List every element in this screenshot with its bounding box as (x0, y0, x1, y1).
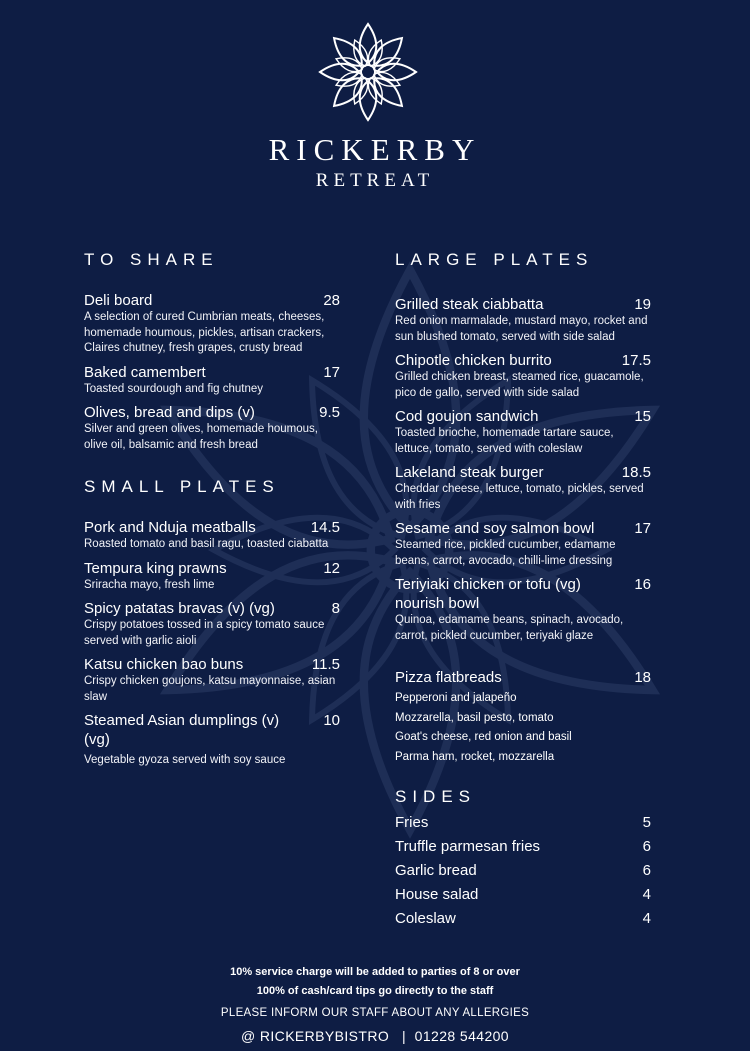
item-description: Crispy chicken goujons, katsu mayonnaise, asian slaw (84, 675, 336, 703)
item-description: A selection of cured Cumbrian meats, cheeses, homemade houmous, pickles, artisan crackers, Claires chutney, fresh grapes, crusty bread (84, 311, 325, 354)
pizza-option: Parma ham, rocket, mozzarella (395, 750, 555, 763)
item-name: Olives, bread and dips (v) (84, 404, 255, 421)
item-name: Baked camembert (84, 363, 206, 381)
pizza-option: Mozzarella, basil pesto, tomato (395, 711, 554, 724)
menu-item (395, 351, 651, 401)
item-price: 18.5 (621, 464, 651, 481)
item-name: Fries (395, 814, 429, 831)
side-item (395, 835, 651, 859)
item-description: Cheddar cheese, lettuce, tomato, pickles, served with fries (395, 483, 644, 511)
section-title-small-plates: SMALL PLATES (84, 477, 280, 496)
menu-item (395, 575, 651, 644)
item-description: Toasted sourdough and fig chutney (84, 382, 264, 395)
item-name: Deli board (84, 292, 153, 309)
item-price: 16 (634, 576, 651, 593)
item-name: Katsu chicken bao buns (84, 656, 244, 673)
left-column (84, 250, 340, 775)
service-charge-note: 10% service charge will be added to parties of 8 or over (230, 966, 520, 978)
pizza-option: Pepperoni and jalapeño (395, 692, 517, 704)
item-description: Steamed rice, pickled cucumber, edamame beans, carrot, avocado, chilli-lime dressing (395, 539, 616, 567)
item-name: Steamed Asian dumplings (v) (vg) (84, 712, 280, 748)
side-item (395, 883, 651, 907)
item-description: Red onion marmalade, mustard mayo, rocket and sun blushed tomato, served with side salad (395, 315, 648, 343)
item-price: 12 (323, 559, 340, 577)
item-name: Garlic bread (395, 862, 477, 879)
section-title-sides: SIDES (395, 787, 477, 806)
item-name: House salad (395, 886, 479, 903)
menu-item (84, 559, 340, 594)
allergy-note: PLEASE INFORM OUR STAFF ABOUT ANY ALLERGIES (220, 1007, 530, 1019)
side-item (395, 811, 651, 835)
item-price: 15 (634, 408, 651, 425)
item-price: 4 (642, 886, 651, 903)
menu-item (84, 711, 340, 769)
side-item (395, 859, 651, 883)
item-price: 8 (331, 600, 340, 617)
item-name: Tempura king prawns (84, 559, 227, 577)
item-price: 17 (323, 363, 340, 381)
item-name: Sesame and soy salmon bowl (395, 520, 595, 537)
item-price: 6 (642, 862, 651, 879)
menu-item (84, 291, 340, 357)
pizza-option: Goat's cheese, red onion and basil (395, 731, 572, 743)
menu-item (84, 403, 340, 453)
menu-item (84, 363, 340, 398)
item-price: 18 (634, 669, 651, 686)
item-price: 9.5 (319, 404, 340, 421)
item-description: Silver and green olives, homemade houmous, olive oil, balsamic and fresh bread (84, 423, 318, 451)
item-name: Chipotle chicken burrito (395, 352, 552, 369)
item-price: 4 (642, 910, 651, 927)
item-name: Coleslaw (395, 910, 456, 927)
item-price: 17.5 (621, 352, 651, 369)
menu-item (395, 407, 651, 457)
brand-name: RICKERBY (268, 132, 482, 167)
item-price: 11.5 (311, 656, 340, 673)
item-name: Pizza flatbreads (395, 669, 502, 686)
item-description: Toasted brioche, homemade tartare sauce, lettuce, tomato, served with coleslaw (395, 427, 614, 455)
item-price: 28 (323, 292, 340, 309)
lotus-logo-icon (318, 22, 418, 122)
section-title-to-share: TO SHARE (84, 250, 219, 269)
item-name: Teriyiaki chicken or tofu (vg) nourish bowl (395, 576, 581, 612)
item-description: Crispy potatoes tossed in a spicy tomato sauce served with garlic aioli (84, 619, 325, 647)
item-description: Quinoa, edamame beans, spinach, avocado, carrot, pickled cucumber, teriyaki glaze (395, 614, 624, 642)
item-price: 19 (634, 296, 651, 313)
item-name: Truffle parmesan fries (395, 838, 541, 855)
right-column (395, 250, 651, 931)
item-description: Roasted tomato and basil ragu, toasted ciabatta (84, 538, 329, 550)
brand-subtitle: RETREAT (315, 170, 435, 191)
menu-item (395, 463, 651, 513)
contact-line: @ RICKERBYBISTRO | 01228 544200 (240, 1028, 509, 1044)
item-description: Vegetable gyoza served with soy sauce (84, 754, 286, 766)
menu-item (395, 295, 651, 345)
item-description: Sriracha mayo, fresh lime (84, 578, 215, 591)
menu-item (84, 599, 340, 649)
item-name: Cod goujon sandwich (395, 408, 539, 425)
pizza-item (395, 668, 651, 767)
item-price: 14.5 (310, 519, 340, 536)
section-title-large-plates: LARGE PLATES (395, 250, 594, 269)
item-name: Pork and Nduja meatballs (84, 519, 256, 536)
item-name: Grilled steak ciabbatta (395, 296, 544, 313)
item-description: Grilled chicken breast, steamed rice, guacamole, pico de gallo, served with side salad (395, 371, 644, 399)
menu-item (84, 518, 340, 553)
menu-item (395, 519, 651, 569)
tips-note: 100% of cash/card tips go directly to the staff (256, 985, 494, 997)
menu-item (84, 655, 340, 705)
item-price: 6 (642, 838, 651, 855)
item-name: Spicy patatas bravas (v) (vg) (84, 600, 275, 617)
side-item (395, 907, 651, 931)
item-price: 17 (634, 520, 651, 537)
item-name: Lakeland steak burger (395, 464, 544, 481)
item-price: 5 (642, 814, 651, 831)
item-price: 10 (323, 712, 340, 729)
